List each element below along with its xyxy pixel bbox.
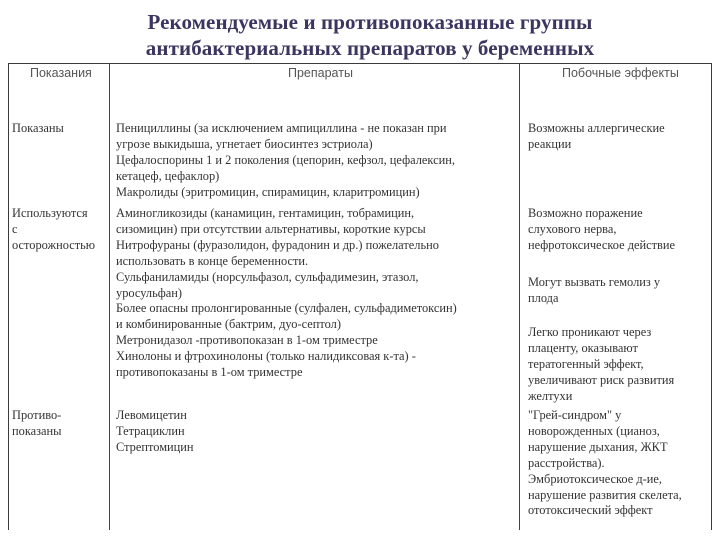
drug-line: Аминогликозиды (канамицин, гентамицин, тобрамицин, [116, 206, 415, 220]
indication-line: Показаны [12, 121, 64, 135]
indication-line: с [12, 221, 18, 236]
indication-line: Используются [12, 206, 88, 220]
header-indications: Показания [30, 66, 92, 80]
drug-line: Макролиды (эритромицин, спирамицин, кларитромицин) [116, 184, 420, 199]
row-caution-side-effects-aminoglycosides [528, 206, 675, 254]
side-effect-line: тератогенный эффект, [528, 356, 644, 371]
side-effect-line: реакции [528, 136, 572, 151]
drug-line: Цефалоспорины 1 и 2 поколения (цепорин, кефзол, цефалексин, [116, 152, 455, 167]
table-col-divider-2 [519, 63, 520, 530]
side-effect-line: плода [528, 290, 559, 305]
slide-title-line-1: Рекомендуемые и противопоказанные группы [147, 10, 593, 34]
side-effect-line: Возможны аллергические [528, 121, 665, 135]
indication-line: показаны [12, 423, 62, 438]
indication-line: осторожностью [12, 237, 96, 252]
side-effect-line: желтухи [528, 388, 573, 403]
drug-line: Нитрофураны (фуразолидон, фурадонин и др.) пожелательно [116, 237, 439, 252]
table-right-border [711, 63, 712, 530]
header-drugs: Препараты [288, 66, 353, 80]
header-side-effects: Побочные эффекты [562, 66, 679, 80]
row-contraindicated-side-effects [528, 408, 682, 519]
drug-line: Пенициллины (за исключением ампициллина - не показан при [116, 121, 447, 135]
slide-title-line-2: антибактериальных препаратов у беременных [145, 36, 595, 60]
row-contraindicated-drugs [116, 408, 194, 456]
row-caution-indication [12, 206, 95, 254]
row-recommended-indication [12, 121, 64, 137]
row-caution-side-effects-quinolones [528, 325, 674, 405]
side-effect-line: нарушение развития скелета, [528, 487, 682, 502]
row-contraindicated-indication [12, 408, 62, 440]
row-recommended-side-effects [528, 121, 665, 153]
side-effect-line: Легко проникают через [528, 325, 652, 339]
drug-line: угрозе выкидыша, угнетает биосинтез эстриола) [116, 136, 373, 151]
drug-line: кетацеф, цефаклор) [116, 168, 220, 183]
side-effect-line: плаценту, оказывают [528, 340, 638, 355]
side-effect-line: "Грей-синдром" у [528, 408, 622, 422]
indication-line: Противо- [12, 408, 62, 422]
drug-line: сизомицин) при отсутствии альтернативы, короткие курсы [116, 221, 426, 236]
side-effect-line: Могут вызвать гемолиз у [528, 275, 661, 289]
drug-line: Стрептомицин [116, 439, 194, 454]
side-effect-line: новорожденных (цианоз, [528, 423, 660, 438]
drug-line: уросульфан) [116, 285, 183, 300]
side-effect-line: нарушение дыхания, ЖКТ [528, 439, 668, 454]
table-top-border [8, 63, 712, 64]
row-caution-side-effects-sulfonamides [528, 275, 660, 307]
side-effect-line: Возможно поражение [528, 206, 643, 220]
side-effect-line: слухового нерва, [528, 221, 617, 236]
drug-line: Более опасны пролонгированные (сулфален, сульфадиметоксин) [116, 301, 457, 316]
drug-line: Сульфаниламиды (норсульфазол, сульфадимезин, этазол, [116, 269, 419, 284]
row-caution-drugs [116, 206, 457, 381]
table-left-border [8, 63, 9, 530]
table-col-divider-1 [109, 63, 110, 530]
side-effect-line: ототоксический эффект [528, 503, 653, 518]
drug-line: Хинолоны и фтрохинолоны (только налидиксовая к-та) - [116, 349, 416, 364]
side-effect-line: нефротоксическое действие [528, 237, 676, 252]
drug-line: и комбинированные (бактрим, дуо-септол) [116, 317, 341, 332]
side-effect-line: Эмбриотоксическое д-ие, [528, 471, 663, 486]
row-recommended-drugs [116, 121, 455, 201]
drug-line: Метронидазол -противопоказан в 1-ом триместре [116, 333, 378, 348]
side-effect-line: увеличивают риск развития [528, 372, 675, 387]
drug-line: Левомицетин [116, 408, 187, 422]
drug-line: противопоказаны в 1-ом триместре [116, 365, 303, 380]
drug-line: использовать в конце беременности. [116, 253, 309, 268]
drug-line: Тетрациклин [116, 423, 185, 438]
side-effect-line: расстройства). [528, 455, 605, 470]
